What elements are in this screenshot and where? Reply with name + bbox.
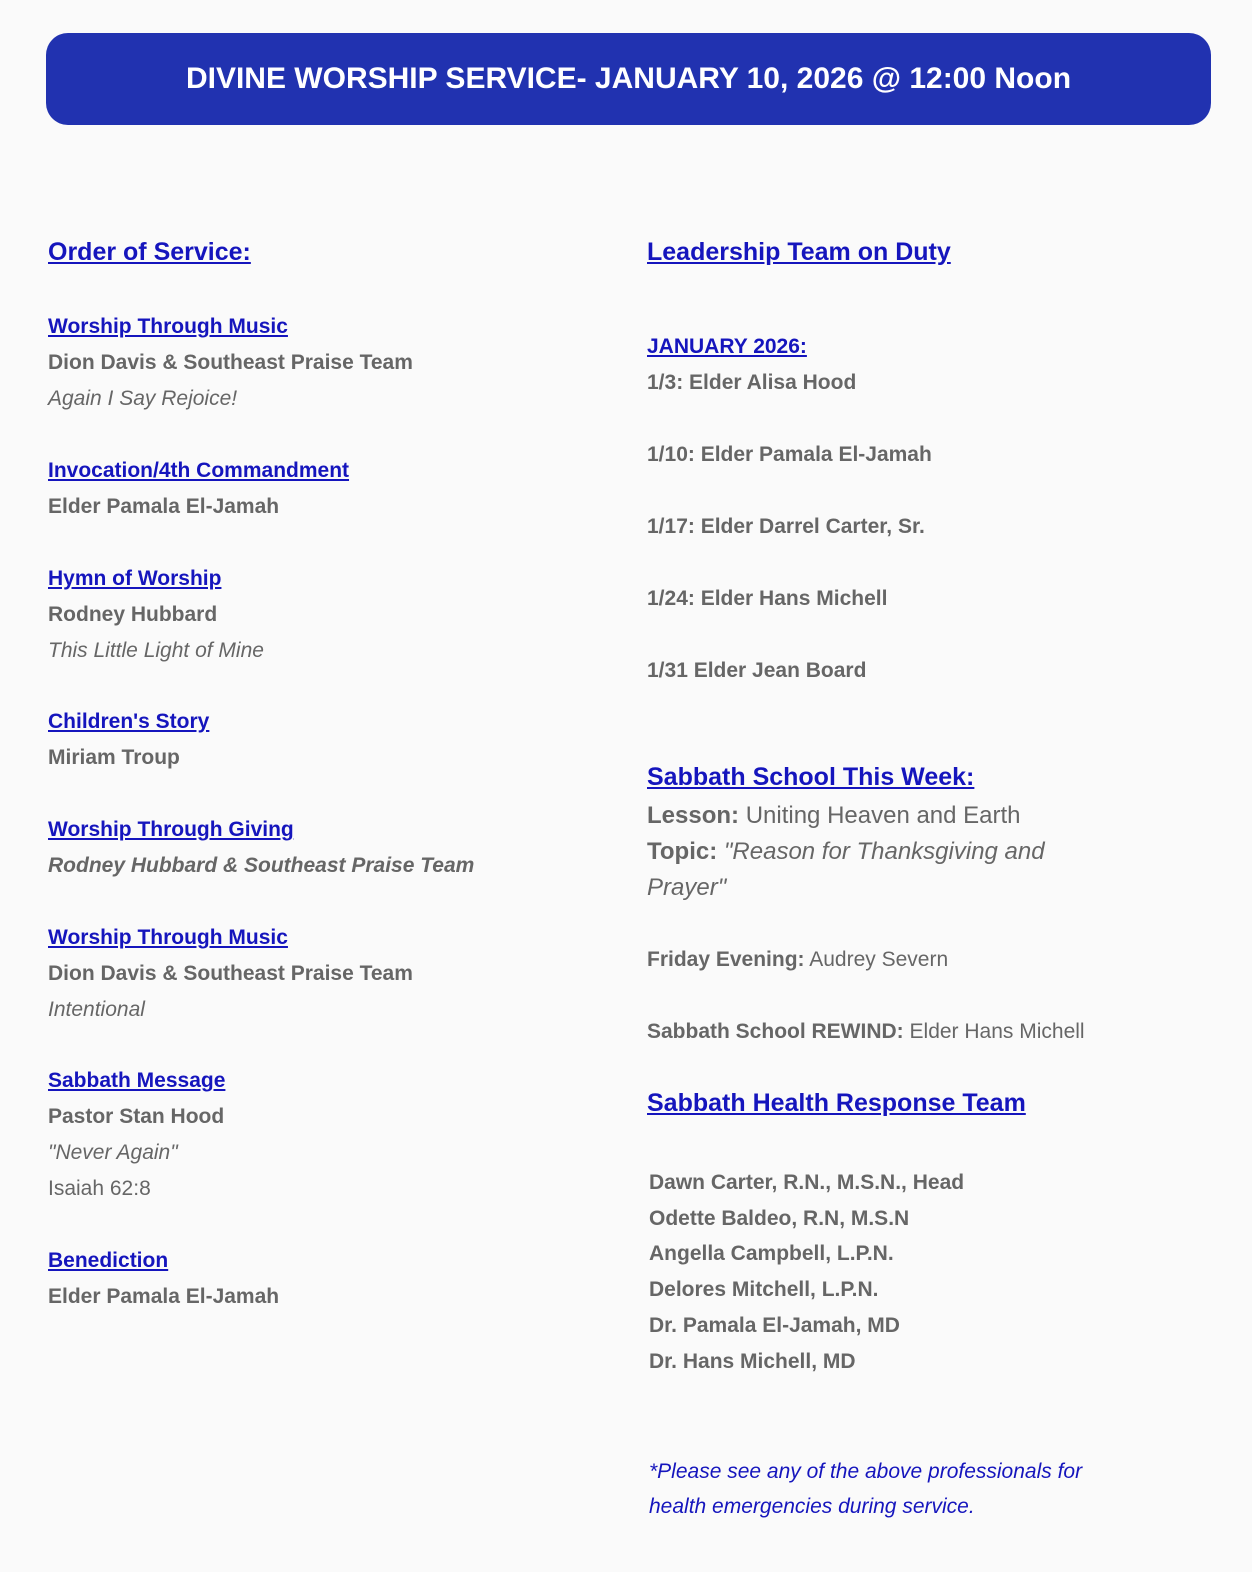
- service-item-person: Dion Davis & Southeast Praise Team: [48, 351, 413, 374]
- friday-evening-label: Friday Evening:: [647, 948, 805, 971]
- leadership-month[interactable]: JANUARY 2026:: [647, 335, 807, 358]
- service-item-person: Rodney Hubbard: [48, 603, 218, 626]
- service-item-person: Rodney Hubbard & Southeast Praise Team: [48, 854, 475, 877]
- health-team-member: Dawn Carter, R.N., M.S.N., Head: [649, 1171, 965, 1194]
- service-item-title[interactable]: Invocation/4th Commandment: [48, 459, 350, 482]
- service-item-song: Again I Say Rejoice!: [48, 387, 238, 410]
- health-team-heading[interactable]: Sabbath Health Response Team: [647, 1089, 1026, 1117]
- service-item-title[interactable]: Hymn of Worship: [48, 567, 222, 590]
- rewind-value: Elder Hans Michell: [909, 1020, 1085, 1043]
- health-team-member: Odette Baldeo, R.N, M.S.N: [649, 1207, 910, 1230]
- health-team-member: Angella Campbell, L.P.N.: [649, 1242, 894, 1265]
- health-emergency-note: [649, 1454, 1169, 1524]
- leadership-entry: 1/31 Elder Jean Board: [647, 659, 867, 682]
- service-item-person: Pastor Stan Hood: [48, 1105, 225, 1128]
- order-of-service-heading[interactable]: Order of Service:: [48, 238, 251, 266]
- topic-value-cont: Prayer": [647, 874, 727, 901]
- lesson-line: [647, 802, 1021, 830]
- service-banner: [46, 33, 1211, 125]
- service-item-person: Elder Pamala El-Jamah: [48, 495, 280, 518]
- service-item-song: This Little Light of Mine: [48, 639, 264, 662]
- service-item-song: "Never Again": [48, 1141, 178, 1164]
- leadership-entry: 1/3: Elder Alisa Hood: [647, 371, 857, 394]
- note-line: *Please see any of the above professionals for: [649, 1460, 1083, 1483]
- leadership-entry: 1/17: Elder Darrel Carter, Sr.: [647, 515, 925, 538]
- health-team-member: Dr. Hans Michell, MD: [649, 1350, 856, 1373]
- topic-label: Topic:: [647, 838, 718, 865]
- lesson-value: Uniting Heaven and Earth: [745, 802, 1021, 829]
- service-item-person: Miriam Troup: [48, 746, 180, 769]
- service-item-song: Intentional: [48, 998, 145, 1021]
- service-item-title[interactable]: Benediction: [48, 1249, 169, 1272]
- rewind-label: Sabbath School REWIND:: [647, 1020, 904, 1043]
- health-team-member: Dr. Pamala El-Jamah, MD: [649, 1314, 900, 1337]
- topic-line: [647, 838, 1045, 866]
- rewind-line: [647, 1020, 1085, 1044]
- banner-title: DIVINE WORSHIP SERVICE- JANUARY 10, 2026 @ 12:00 Noon: [185, 62, 1072, 95]
- lesson-label: Lesson:: [647, 802, 740, 829]
- leadership-entry: 1/24: Elder Hans Michell: [647, 587, 888, 610]
- friday-evening-value: Audrey Severn: [809, 948, 949, 971]
- note-line: health emergencies during service.: [649, 1495, 975, 1518]
- service-item-person: Elder Pamala El-Jamah: [48, 1285, 280, 1308]
- service-item-title[interactable]: Children's Story: [48, 710, 210, 733]
- sabbath-school-heading[interactable]: Sabbath School This Week:: [647, 763, 975, 791]
- service-item-title[interactable]: Worship Through Giving: [48, 818, 294, 841]
- service-item-title[interactable]: Sabbath Message: [48, 1069, 226, 1092]
- health-team-member: Delores Mitchell, L.P.N.: [649, 1278, 879, 1301]
- service-item-scripture: Isaiah 62:8: [48, 1177, 151, 1200]
- service-item-title[interactable]: Worship Through Music: [48, 315, 288, 338]
- leadership-entry: 1/10: Elder Pamala El-Jamah: [647, 443, 932, 466]
- topic-value: "Reason for Thanksgiving and: [723, 838, 1045, 865]
- leadership-heading[interactable]: Leadership Team on Duty: [647, 238, 951, 266]
- service-item-title[interactable]: Worship Through Music: [48, 926, 288, 949]
- friday-evening-line: [647, 948, 948, 972]
- service-item-person: Dion Davis & Southeast Praise Team: [48, 962, 413, 985]
